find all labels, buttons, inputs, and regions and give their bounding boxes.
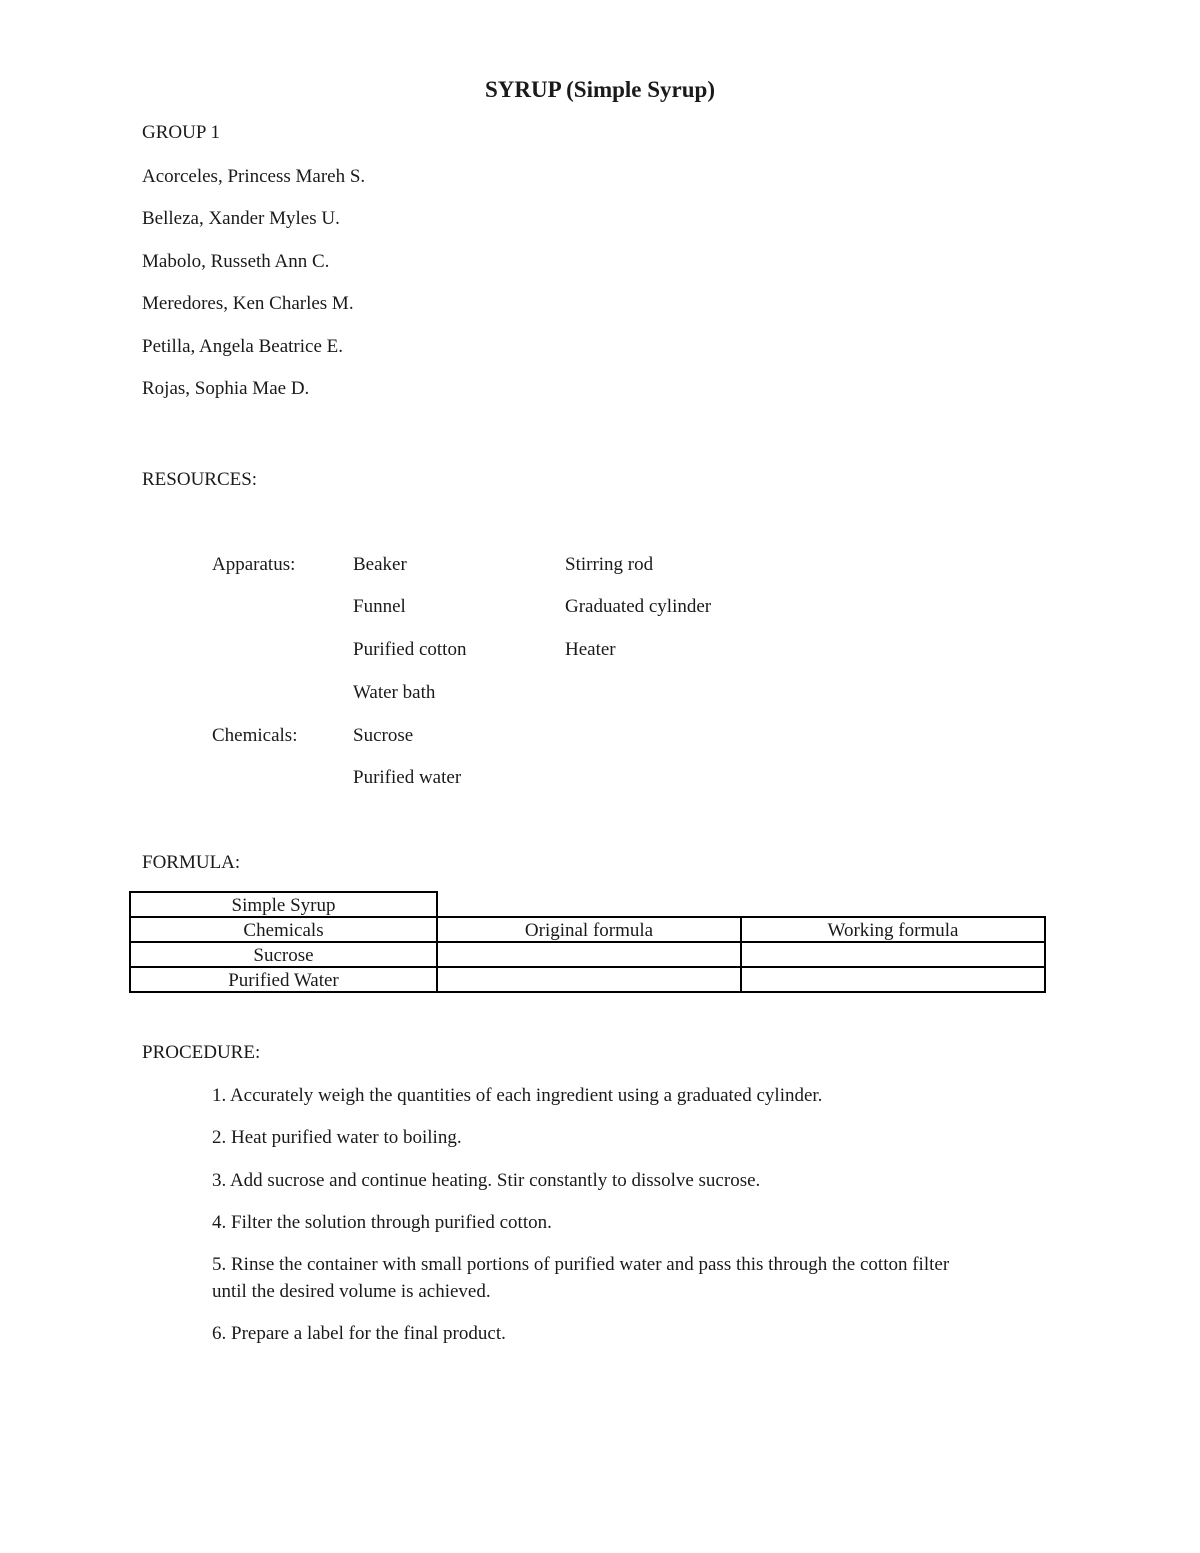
apparatus-item: Stirring rod	[565, 554, 654, 575]
procedure-step: 1. Accurately weigh the quantities of each ingredient using a graduated cylinder.	[212, 1085, 823, 1106]
apparatus-item: Graduated cylinder	[565, 596, 712, 617]
chemical-item: Purified water	[353, 767, 462, 788]
group-member: Meredores, Ken Charles M.	[142, 293, 354, 314]
table-cell: Purified Water	[130, 967, 437, 992]
table-cell	[741, 967, 1045, 992]
apparatus-item: Water bath	[353, 682, 436, 703]
apparatus-item: Purified cotton	[353, 639, 467, 660]
procedure-step: 4. Filter the solution through purified cotton.	[212, 1212, 552, 1233]
apparatus-item: Funnel	[353, 596, 406, 617]
group-member: Belleza, Xander Myles U.	[142, 208, 340, 229]
table-cell	[741, 942, 1045, 967]
procedure-step: 5. Rinse the container with small portions of purified water and pass this through the cotton filter	[212, 1254, 950, 1275]
procedure-step: 3. Add sucrose and continue heating. Stir constantly to dissolve sucrose.	[212, 1170, 761, 1191]
chemical-item: Sucrose	[353, 725, 414, 746]
table-title-row	[130, 892, 1045, 917]
table-cell	[437, 967, 741, 992]
apparatus-item: Beaker	[353, 554, 407, 575]
table-header-row	[130, 917, 1045, 942]
procedure-heading: PROCEDURE:	[142, 1042, 261, 1063]
procedure-step-continued: until the desired volume is achieved.	[212, 1281, 491, 1302]
table-row	[130, 942, 1045, 967]
procedure-step: 2. Heat purified water to boiling.	[212, 1127, 462, 1148]
group-member: Acorceles, Princess Mareh S.	[142, 166, 366, 187]
column-header: Original formula	[437, 917, 741, 942]
apparatus-label: Apparatus:	[212, 554, 296, 575]
group-member: Mabolo, Russeth Ann C.	[142, 251, 330, 272]
procedure-step: 6. Prepare a label for the final product.	[212, 1323, 506, 1344]
table-cell	[437, 942, 741, 967]
column-header: Working formula	[741, 917, 1045, 942]
table-title-cell: Simple Syrup	[130, 892, 437, 917]
chemicals-label: Chemicals:	[212, 725, 298, 746]
empty-cell	[437, 892, 741, 917]
table-row	[130, 967, 1045, 992]
document-title: SYRUP (Simple Syrup)	[484, 77, 716, 102]
group-heading: GROUP 1	[142, 122, 220, 143]
resources-heading: RESOURCES:	[142, 469, 258, 490]
column-header: Chemicals	[130, 917, 437, 942]
formula-heading: FORMULA:	[142, 852, 241, 873]
table-cell: Sucrose	[130, 942, 437, 967]
group-member: Rojas, Sophia Mae D.	[142, 378, 310, 399]
formula-table	[129, 891, 1046, 993]
group-member: Petilla, Angela Beatrice E.	[142, 336, 344, 357]
apparatus-item: Heater	[565, 639, 616, 660]
empty-cell	[741, 892, 1045, 917]
